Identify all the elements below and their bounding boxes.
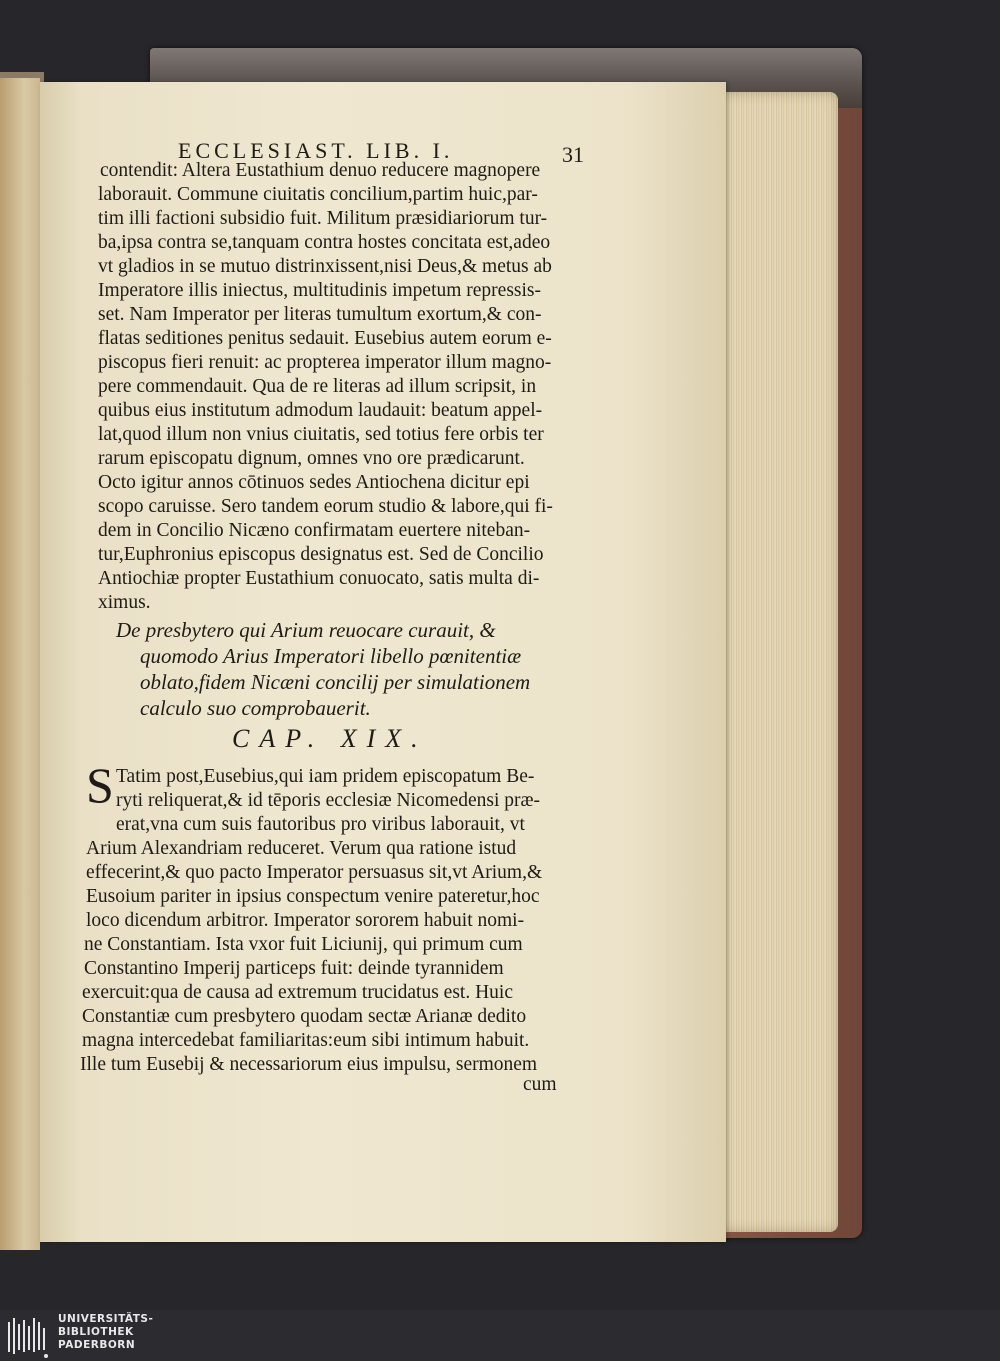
heading-line: oblato,fidem Nicæni concilij per simulationem <box>140 670 531 694</box>
text-line: Antiochiæ propter Eustathium conuocato, satis multa di- <box>98 568 540 589</box>
text-line: vt gladios in se mutuo distrinxissent,nisi Deus,& metus ab <box>98 256 552 277</box>
text-line: tim illi factioni subsidio fuit. Militum præsidiariorum tur- <box>98 208 548 229</box>
text-line: Eusoium pariter in ipsius conspectum venire pateretur,hoc <box>86 886 540 907</box>
text-line: quibus eius institutum admodum laudauit: beatum appel- <box>98 400 543 421</box>
catchword: cum <box>523 1074 557 1095</box>
text-line: effecerint,& quo pacto Imperator persuasus sit,vt Arium,& <box>86 862 543 883</box>
library-name <box>58 1313 153 1352</box>
text-line: laborauit. Commune ciuitatis concilium,partim huic,par- <box>98 184 538 205</box>
text-line: exercuit:qua de causa ad extremum trucidatus est. Huic <box>82 982 513 1003</box>
text-line: ne Constantiam. Ista vxor fuit Liciunij, qui primum cum <box>84 934 523 955</box>
page-number: 31 <box>562 142 584 167</box>
text-line: set. Nam Imperator per literas tumultum exortum,& con- <box>98 304 542 325</box>
chapter-number: CAP. XIX. <box>232 724 428 753</box>
text-line: Octo igitur annos cōtinuos sedes Antiochena dicitur epi <box>98 472 530 493</box>
heading-line: quomodo Arius Imperatori libello pœnitentiæ <box>140 644 522 668</box>
text-line: pere commendauit. Qua de re literas ad illum scripsit, in <box>98 376 537 397</box>
text-line: flatas seditiones penitus sedauit. Eusebius autem eorum e- <box>98 328 552 349</box>
text-line: Tatim post,Eusebius,qui iam pridem episcopatum Be- <box>116 766 535 787</box>
text-line: scopo caruisse. Sero tandem eorum studio & labore,qui fi- <box>98 496 553 517</box>
text-line: dem in Concilio Nicæno confirmatam euertere niteban- <box>98 520 531 541</box>
text-line: ryti reliquerat,& id tēporis ecclesiæ Nicomedensi præ- <box>116 790 541 811</box>
text-line: tur,Euphronius episcopus designatus est. Sed de Concilio <box>98 544 544 565</box>
library-logo-icon <box>6 1316 50 1358</box>
text-line: magna intercedebat familiaritas:eum sibi intimum habuit. <box>82 1030 530 1051</box>
running-head: ECCLESIAST. LIB. I. <box>178 138 454 163</box>
heading-line: calculo suo comprobauerit. <box>140 696 371 720</box>
text-line: lat,quod illum non vnius ciuitatis, sed totius fere orbis ter <box>98 424 544 445</box>
text-line: rarum episcopatu dignum, omnes vno ore prædicarunt. <box>98 448 525 469</box>
text-line: Arium Alexandriam reduceret. Verum qua ratione istud <box>86 838 517 859</box>
text-line: ximus. <box>98 592 151 613</box>
text-line: ba,ipsa contra se,tanquam contra hostes concitata est,adeo <box>98 232 551 253</box>
text-line: Constantino Imperij particeps fuit: deinde tyrannidem <box>84 958 504 979</box>
heading-line: De presbytero qui Arium reuocare curauit, & <box>116 618 496 642</box>
library-name-line: UNIVERSITÄTS- <box>58 1313 154 1325</box>
drop-cap: S <box>86 757 114 813</box>
text-line: Imperatore illis iniectus, multitudinis impetum repressis- <box>98 280 542 301</box>
text-line: loco dicendum arbitror. Imperator sororem habuit nomi- <box>86 910 525 931</box>
text-line: piscopus fieri renuit: ac propterea imperator illum magno- <box>98 352 552 373</box>
library-name-line: BIBLIOTHEK <box>58 1326 134 1338</box>
left-page-sliver <box>0 78 40 1250</box>
text-line: erat,vna cum suis fautoribus pro viribus laborauit, vt <box>116 814 525 835</box>
text-line: contendit: Altera Eustathium denuo reducere magnopere <box>100 160 541 181</box>
library-footer <box>0 1310 1000 1361</box>
text-line: Ille tum Eusebij & necessariorum eius impulsu, sermonem <box>80 1054 538 1075</box>
library-name-line: PADERBORN <box>58 1339 136 1351</box>
text-line: Constantiæ cum presbytero quodam sectæ Arianæ dedito <box>82 1006 527 1027</box>
page-block-edges <box>712 92 838 1232</box>
